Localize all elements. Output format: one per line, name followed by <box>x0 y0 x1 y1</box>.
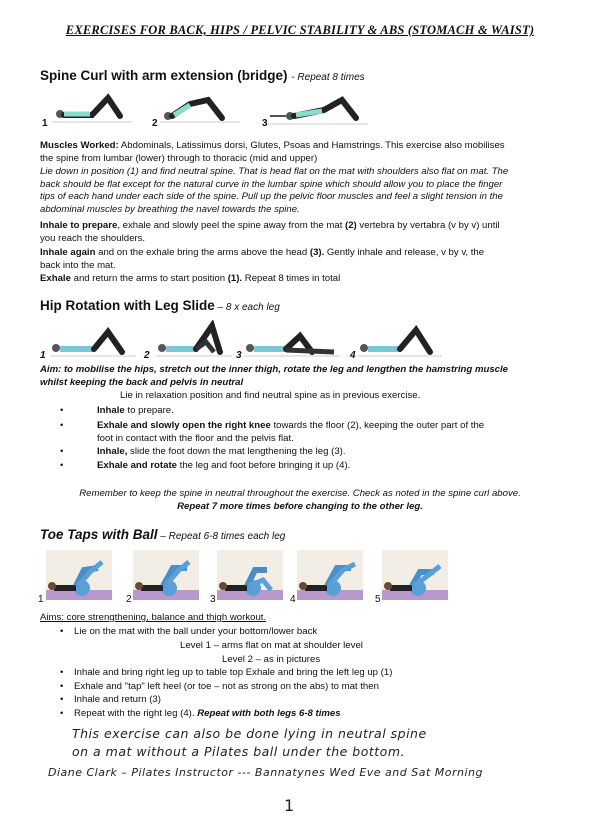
remember-note: Remember to keep the spine in neutral throughout the exercise. Check as noted in the spine curl above. <box>79 488 521 499</box>
figure-hip-rotation-3 <box>244 324 340 364</box>
muscles-text: Abdominals, Latissimus dorsi, Glutes, Psoas and Hamstrings. This exercise also mobilises the spine from lumbar (lower) through to thoracic (mid and upper) <box>40 140 505 164</box>
bullet-icon: • <box>60 667 64 678</box>
page-title: EXERCISES FOR BACK, HIPS / PELVIC STABILITY & ABS (STOMACH & WAIST) <box>65 23 535 37</box>
figure-number: 2 <box>126 594 132 605</box>
inhale-again-text-2: Gently inhale and release, v by v, the back into the mat. <box>40 247 485 271</box>
figure-number: 3 <box>262 118 268 129</box>
list-item <box>60 681 520 694</box>
step-text: Repeat with the right leg (4). <box>74 708 195 719</box>
list-item <box>60 446 500 459</box>
step-text: Exhale and "tap" left heel (or toe – not as strong on the abs) to mat then <box>74 681 379 692</box>
inhale-label: Inhale to prepare <box>40 220 118 231</box>
inhale-again-text: and on the exhale bring the arms above the head <box>95 247 310 258</box>
list-item <box>60 405 500 418</box>
photo-toe-taps-3 <box>217 550 283 600</box>
instructor-footer: Diane Clark – Pilates Instructor --- Bannatynes Wed Eve and Sat Morning <box>48 766 483 779</box>
handwritten-note-line-1: This exercise can also be done lying in neutral spine <box>72 726 427 741</box>
bullet-icon: • <box>60 446 64 457</box>
inhale-again-label: Inhale again <box>40 247 96 258</box>
step-text: Lie on the mat with the ball under your bottom/lower back <box>74 626 318 637</box>
heading-sub: – 8 x each leg <box>214 302 280 313</box>
figure-number: 3 <box>236 350 242 361</box>
heading-text: Toe Taps with Ball <box>40 527 158 542</box>
position-ref: (2) <box>345 220 357 231</box>
figure-number: 2 <box>144 350 150 361</box>
step-label: Exhale and slowly open the right knee <box>97 420 271 431</box>
bullet-icon: • <box>60 460 64 471</box>
exhale-label: Exhale <box>40 273 71 284</box>
step-label: Exhale and rotate <box>97 460 177 471</box>
inhale-again-paragraph <box>40 247 500 272</box>
bullet-icon: • <box>60 694 64 705</box>
repeat-note: Repeat 7 more times before changing to the other leg. <box>177 501 423 512</box>
exhale-paragraph <box>40 273 500 286</box>
figure-spine-curl-2 <box>160 88 240 128</box>
list-item <box>60 460 500 473</box>
photo-toe-taps-1 <box>46 550 112 600</box>
section-heading-hip-rotation <box>40 298 280 313</box>
level-2-text: Level 2 – as in pictures <box>222 654 321 665</box>
figure-hip-rotation-2 <box>156 320 232 360</box>
list-item <box>60 626 500 639</box>
relaxation-position-text: Lie in relaxation position and find neutral spine as in previous exercise. <box>120 390 421 401</box>
step-label: Inhale, <box>97 446 128 457</box>
bullet-icon: • <box>60 626 64 637</box>
step-text: the leg and foot before bringing it up (4). <box>176 460 351 471</box>
level-1-text: Level 1 – arms flat on mat at shoulder level <box>180 640 363 651</box>
photo-toe-taps-2 <box>133 550 199 600</box>
list-item <box>60 420 500 445</box>
figure-spine-curl-1 <box>52 88 132 128</box>
position-ref: (3). <box>309 247 325 258</box>
inhale-prepare-paragraph <box>40 220 500 245</box>
bullet-icon: • <box>60 681 64 692</box>
bullet-icon: • <box>60 420 64 431</box>
bullet-icon: • <box>60 708 64 719</box>
exhale-text: and return the arms to start position <box>70 273 228 284</box>
page-number: 1 <box>284 796 295 815</box>
hip-rotation-aim: Aim: to mobilise the hips, stretch out the inner thigh, rotate the leg and lengthen the hamstring muscle whilst keeping the back and pelvis in neutral <box>40 364 509 388</box>
step-emphasis: Repeat with both legs 6-8 times <box>197 708 341 719</box>
muscles-worked-paragraph <box>40 140 510 165</box>
step-label: Inhale <box>97 405 125 416</box>
toe-taps-aims: Aims: core strengthening, balance and thigh workout. <box>40 612 267 623</box>
section-heading-toe-taps <box>40 527 285 542</box>
step-text: Inhale and bring right leg up to table top Exhale and bring the left leg up (1) <box>74 667 393 678</box>
figure-number: 5 <box>375 594 381 605</box>
heading-text: Hip Rotation with Leg Slide <box>40 298 215 313</box>
step-text: towards the floor (2), keeping the outer part of the foot in contact with the floor and the pelvis flat. <box>97 420 485 444</box>
photo-toe-taps-4 <box>297 550 363 600</box>
list-item <box>60 694 520 707</box>
figure-number: 4 <box>290 594 296 605</box>
figure-number: 3 <box>210 594 216 605</box>
figure-number: 1 <box>38 594 44 605</box>
step-text: to prepare. <box>124 405 174 416</box>
list-item <box>60 708 520 721</box>
position-ref: (1). <box>227 273 243 284</box>
bullet-icon: • <box>60 405 64 416</box>
heading-text: Spine Curl with arm extension (bridge) <box>40 68 288 83</box>
figure-spine-curl-3 <box>268 90 368 130</box>
step-text: Inhale and return (3) <box>74 694 161 705</box>
figure-number: 1 <box>42 118 48 129</box>
heading-sub: - Repeat 8 times <box>291 72 365 83</box>
muscles-label: Muscles Worked: <box>40 140 119 151</box>
inhale-text-2: vertebra by vertabra (v by v) until you reach the shoulders. <box>40 220 500 244</box>
section-heading-spine-curl <box>40 68 365 83</box>
step-text: slide the foot down the mat lengthening the leg (3). <box>127 446 346 457</box>
list-item <box>60 667 520 680</box>
exhale-text-2: Repeat 8 times in total <box>242 273 341 284</box>
handwritten-note-line-2: on a mat without a Pilates ball under the bottom. <box>72 744 405 759</box>
figure-number: 1 <box>40 350 46 361</box>
figure-number: 4 <box>350 350 356 361</box>
figure-hip-rotation-4 <box>358 322 442 362</box>
inhale-text: , exhale and slowly peel the spine away from the mat <box>117 220 346 231</box>
figure-number: 2 <box>152 118 158 129</box>
figure-hip-rotation-1 <box>50 322 136 362</box>
neutral-spine-paragraph: Lie down in position (1) and find neutral spine. That is head flat on the mat with shoulders also flat on mat. The back should be flat except for the natural curve in the lumbar spine which should allow you to place the finger tips of each hand under each side of the spine. Pull up the pelvic floor muscles and feel a slight tension in the abdominal muscles by breathing the navel towards the spine. <box>40 166 509 215</box>
photo-toe-taps-5 <box>382 550 448 600</box>
heading-sub: – Repeat 6-8 times each leg <box>157 531 286 542</box>
